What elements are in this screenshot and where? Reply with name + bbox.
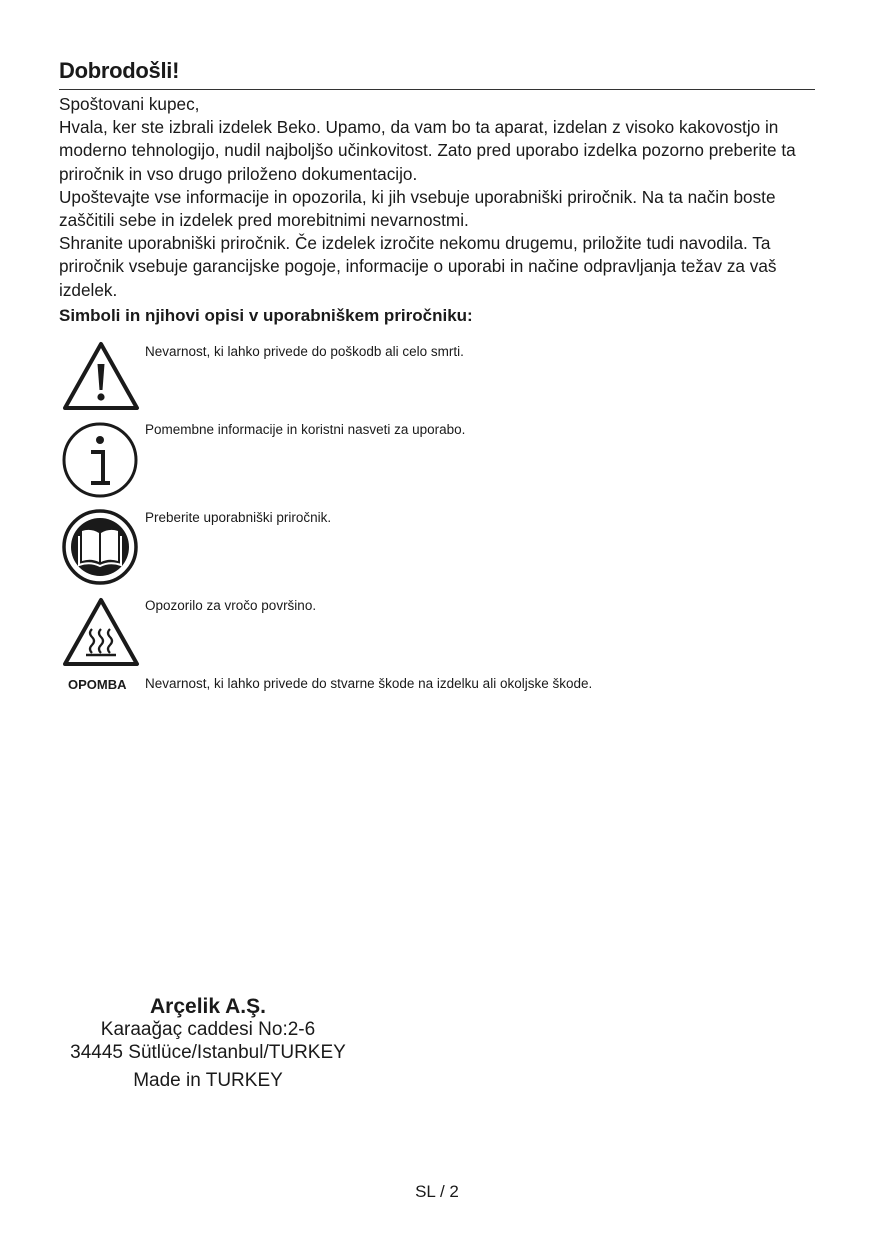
page-number: SL / 2 (415, 1182, 459, 1201)
address-city: 34445 Sütlüce/Istanbul/TURKEY (70, 1042, 346, 1063)
title-divider (59, 89, 815, 90)
symbol-book-text: Preberite uporabniški priročnik. (145, 510, 332, 525)
page-title: Dobrodošli! (59, 58, 180, 83)
symbol-warning-text: Nevarnost, ki lahko privede do poškodb ali celo smrti. (145, 344, 464, 359)
info-icon (62, 422, 138, 498)
symbols-heading: Simboli in njihovi opisi v uporabniškem priročniku: (59, 306, 473, 325)
intro-paragraph-1: Hvala, ker ste izbrali izdelek Beko. Upamo, da vam bo ta aparat, izdelan z visoko kakovostjo in moderno tehnologijo, nudil najboljšo učinkovitost. Zato pred uporabo izdelka pozorno preberite ta priročnik in vso drugo priloženo dokumentacijo. (59, 117, 796, 184)
intro-paragraph-2: Upoštevajte vse informacije in opozorila, ki jih vsebuje uporabniški priročnik. Na ta način boste zaščitili sebe in izdelek pred morebitnimi nevarnostmi. (59, 186, 776, 231)
symbol-info-text: Pomembne informacije in koristni nasveti za uporabo. (145, 422, 466, 437)
hot-surface-icon (62, 596, 140, 668)
intro-paragraph-3: Shranite uporabniški priročnik. Če izdelek izročite nekomu drugemu, priložite tudi navodila. Ta priročnik vsebuje garancijske pogoje, informacije o uporabi in načine odpravljanja težav za vaš izdelek. (59, 233, 777, 300)
made-in: Made in TURKEY (133, 1070, 283, 1091)
intro-text (59, 93, 819, 302)
symbol-hot-surface-text: Opozorilo za vročo površino. (145, 598, 317, 613)
salutation: Spoštovani kupec, (59, 94, 200, 114)
note-text: Nevarnost, ki lahko privede do stvarne škode na izdelku ali okoljske škode. (145, 676, 593, 691)
note-label: OPOMBA (68, 677, 127, 692)
address-street: Karaağaç caddesi No:2-6 (100, 1019, 316, 1040)
book-icon (62, 509, 138, 585)
manufacturer-address (58, 995, 358, 1092)
company-name: Arçelik A.Ş. (150, 995, 266, 1018)
warning-triangle-icon (62, 340, 140, 412)
